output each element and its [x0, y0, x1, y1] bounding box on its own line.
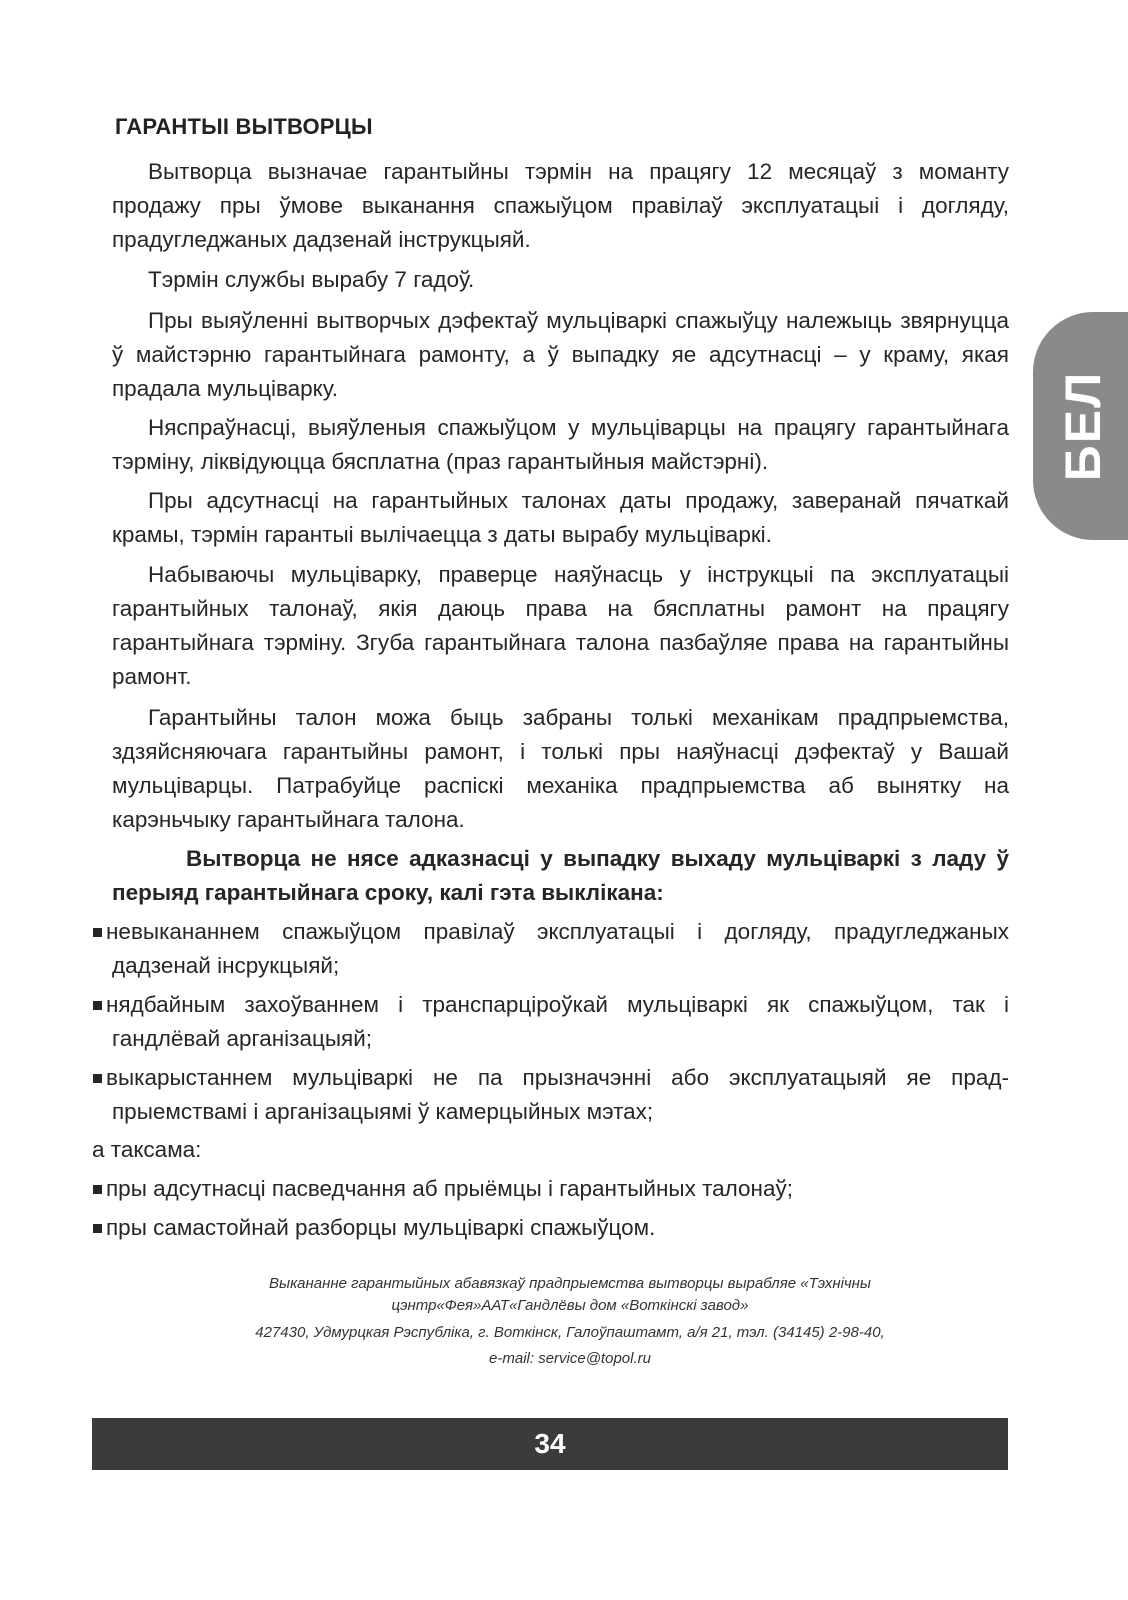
paragraph-free-repair: Няспраўнасці, выяўленыя спажыўцом у мульціварцы на працягу гарантыйнага тэрміну, ліквідуюцца бясплатна (праз гарантыйныя майстэрні). [112, 415, 1009, 474]
list-item [92, 915, 1009, 983]
footer-address: 427430, Удмурцкая Рэспубліка, г. Воткінск, Галоўпаштамт, а/я 21, тэл. (34145) 2-98-40, [255, 1324, 885, 1341]
liability-statement: Вытворца не нясе адказнасці у выпадку выхаду мульціваркі з ладу ў перыяд гарантыйнага сроку, калі гэта выклікана: [112, 846, 1009, 905]
list-item [92, 1211, 1009, 1245]
list-item [92, 1172, 1009, 1206]
footer-line-1: Выкананне гарантыйных абавязкаў прадпрыемства вытворцы вырабляе «Тэхнічны [269, 1275, 871, 1292]
page-number: 34 [534, 1428, 566, 1459]
list-item [92, 1061, 1009, 1129]
language-tab-label: БЕЛ [1055, 370, 1111, 482]
list-item-text: пры адсутнасці пасведчання аб прыёмцы і гарантыйных талонаў; [106, 1176, 793, 1201]
list-item-text: выкарыстаннем мульціваркі не па прызначэнні або эксплуатацыяй яе прад-прыемствамі і арганізацыямі ў камерцыйных мэтах; [106, 1065, 1009, 1124]
list-item-text: пры самастойнай разборцы мульціваркі спажыўцом. [106, 1215, 656, 1240]
square-bullet-icon [93, 1224, 102, 1233]
page-title: ГАРАНТЫІ ВЫТВОРЦЫ [115, 114, 373, 139]
paragraph-coupon-removal: Гарантыйны талон можа быць забраны толькі механікам прадпрыемства, здзяйсняючага гарантыйны рамонт, і толькі пры наяўнасці дэфектаў у Вашай мульціварцы. Патрабуйце распіскі механіка прадпрыемства аб вынятку на карэньчыку гарантыйнага талона. [112, 705, 1009, 832]
footer-email: e-mail: service@topol.ru [489, 1350, 651, 1367]
square-bullet-icon [93, 928, 102, 937]
list-item-text: невыкананнем спажыўцом правілаў эксплуатацыі і догляду, прадугледжаных дадзенай інсрукцыяй; [106, 919, 1009, 978]
page-number-bar [92, 1418, 1008, 1470]
paragraph-service-life: Тэрмін службы вырабу 7 гадоў. [148, 267, 475, 292]
square-bullet-icon [93, 1074, 102, 1083]
footer-line-2: цэнтр«Фея»ААТ«Гандлёвы дом «Воткінскі завод» [391, 1297, 749, 1314]
list-item [92, 988, 1009, 1056]
list-item-text: нядбайным захоўваннем і транспарціроўкай мульціваркі як спажыўцом, так і гандлёвай арганізацыяй; [106, 992, 1009, 1051]
also-label: а таксама: [92, 1137, 202, 1162]
paragraph-warranty-term: Вытворца вызначае гарантыйны тэрмін на працягу 12 месяцаў з моманту продажу пры ўмове выканання спажыўцом правілаў эксплуатацыі і догляду, прадугледжаных дадзенай інструкцыяй. [112, 159, 1009, 252]
paragraph-no-sale-date: Пры адсутнасці на гарантыйных талонах даты продажу, заверанай пячаткай крамы, тэрмін гарантыі вылічаецца з даты вырабу мульціваркі. [112, 488, 1009, 547]
square-bullet-icon [93, 1185, 102, 1194]
square-bullet-icon [93, 1001, 102, 1010]
paragraph-defects: Пры выяўленні вытворчых дэфектаў мульціваркі спажыўцу належыць звярнуцца ў майстэрню гарантыйнага рамонту, а ў выпадку яе адсутнасці – у краму, якая прадала мульціварку. [112, 308, 1009, 401]
paragraph-check-coupons: Набываючы мульціварку, праверце наяўнасць у інструкцыі па эксплуатацыі гарантыйных талонаў, якія даюць права на бясплатны рамонт на працягу гарантыйнага тэрміну. Згуба гарантыйнага талона пазбаўляе права на гарантыйны рамонт. [112, 562, 1009, 689]
